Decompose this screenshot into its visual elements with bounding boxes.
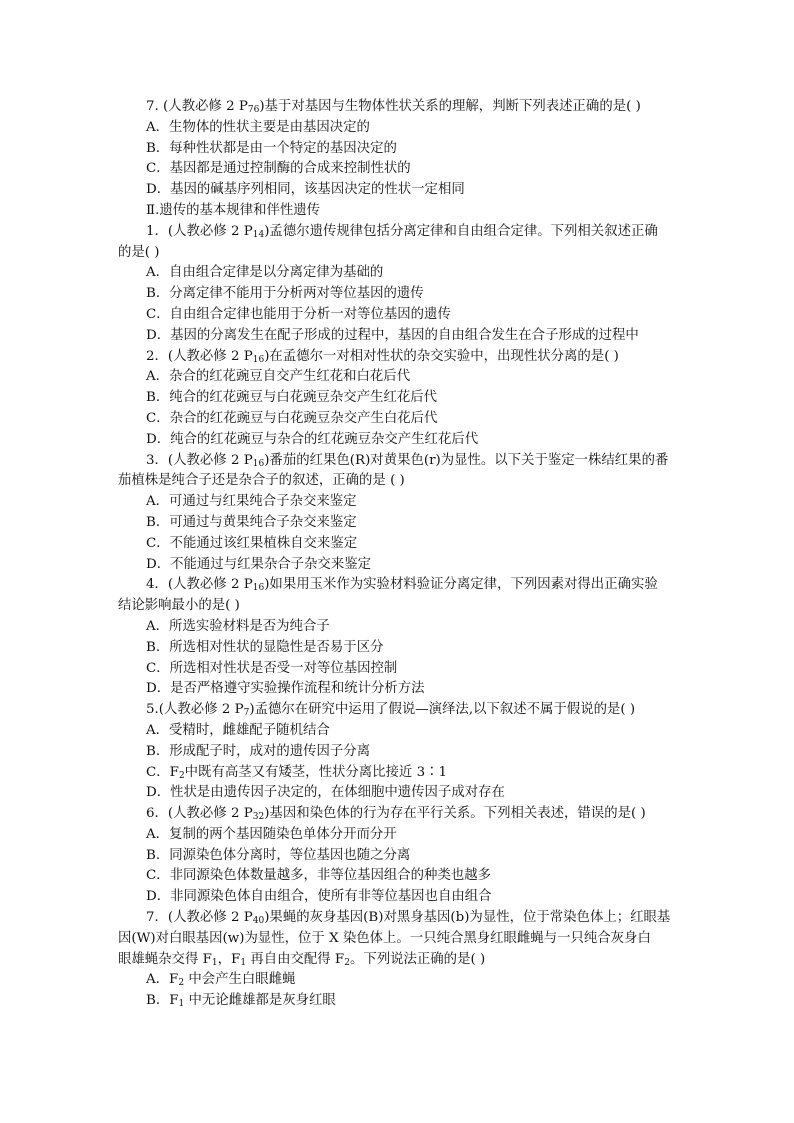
text-segment: B．F [146,993,179,1009]
text-segment: 5.(人教必修 2 P [146,702,244,718]
question-line [118,908,678,929]
option-line [118,180,678,201]
text-segment: 3．(人教必修 2 P [146,452,253,468]
text-segment: )基因和染色体的行为存在平行关系。下列相关表述，错误的是( ) [264,806,646,822]
text-segment: D．非同源染色体自由组合，使所有非等位基因也自由组合 [146,889,492,905]
section-heading [118,201,678,222]
text-segment: 。下列说法正确的是( ) [349,951,486,967]
subscript: 1 [178,999,185,1010]
text-segment: 7. (人教必修 2 P [146,99,248,114]
option-line [118,742,678,763]
text-segment: B．纯合的红花豌豆与白花豌豆杂交产生红花后代 [146,390,438,406]
text-segment: A．受精时，雌雄配子随机结合 [146,722,330,738]
question-text-block [118,97,678,1012]
question-line [118,804,678,825]
text-segment: 结论影响最小的是( ) [118,598,240,614]
text-segment: 2．(人教必修 2 P [146,348,253,364]
option-line [118,659,678,680]
question-line [118,97,678,118]
option-line [118,991,678,1012]
subscript: 14 [252,229,265,240]
text-segment: C．不能通过该红果植株自交来鉴定 [146,535,358,551]
option-line [118,638,678,659]
subscript: 16 [252,583,265,594]
subscript: 1 [240,957,247,968]
subscript: 16 [252,458,265,469]
text-segment: 中既有高茎又有矮茎，性状分离比接近 3∶1 [184,764,447,780]
option-line [118,887,678,908]
text-segment: 中无论雌雄都是灰身红眼 [184,993,336,1009]
text-segment: B．形成配子时，成对的遗传因子分离 [146,743,371,759]
text-segment: C．非同源染色体数量越多，非等位基因组合的种类也越多 [146,868,492,884]
question-continuation-line [118,471,678,492]
option-line [118,388,678,409]
subscript: 40 [252,916,265,927]
option-line [118,326,678,347]
option-line [118,139,678,160]
text-segment: )基于对基因与生物体性状关系的理解，判断下列表述正确的是( ) [259,99,641,114]
text-segment: A．复制的两个基因随染色单体分开而分开 [146,826,397,842]
option-line [118,721,678,742]
text-segment: 的是( ) [118,244,160,260]
question-continuation-line [118,596,678,617]
option-line [118,284,678,305]
option-line [118,263,678,284]
text-segment: D．基因的分离发生在配子形成的过程中，基因的自由组合发生在合子形成的过程中 [146,327,639,343]
text-segment: B．所选相对性状的显隐性是否易于区分 [146,639,384,655]
text-segment: )在孟德尔一对相对性状的杂交实验中，出现性状分离的是( ) [264,348,619,364]
question-line [118,451,678,472]
text-segment: 1．(人教必修 2 P [146,223,253,239]
subscript: 16 [252,354,265,365]
text-segment: C．所选相对性状是否受一对等位基因控制 [146,660,398,676]
text-segment: Ⅱ.遗传的基本规律和伴性遗传 [146,202,321,218]
text-segment: B．同源染色体分离时，等位基因也随之分离 [146,847,411,863]
text-segment: 眼雄蝇杂交得 F [118,951,212,967]
text-segment: 4．(人教必修 2 P [146,577,253,593]
text-segment: A．所选实验材料是否为纯合子 [146,618,330,634]
text-segment: )如果用玉米作为实验材料验证分离定律，下列因素对得出正确实验 [264,577,658,593]
text-segment: D．性状是由遗传因子决定的，在体细胞中遗传因子成对存在 [146,785,505,801]
option-line [118,866,678,887]
text-segment: 6．(人教必修 2 P [146,806,253,822]
option-line [118,430,678,451]
text-segment: 再自由交配得 F [246,951,345,967]
option-line [118,970,678,991]
option-line [118,492,678,513]
text-segment: )孟德尔遗传规律包括分离定律和自由组合定律。下列相关叙述正确 [264,223,658,239]
text-segment: 茄植株是纯合子还是杂合子的叙述，正确的是 ( ) [118,473,405,489]
text-segment: )果蝇的灰身基因(B)对黑身基因(b)为显性，位于常染色体上；红眼基 [264,910,671,926]
text-segment: 因(W)对白眼基因(w)为显性，位于 X 染色体上。一只纯合黑身红眼雌蝇与一只纯合灰身白 [118,930,651,946]
text-segment: B．分离定律不能用于分析两对等位基因的遗传 [146,286,424,302]
text-segment: C．基因都是通过控制酶的合成来控制性状的 [146,161,411,177]
text-segment: B．可通过与黄果纯合子杂交来鉴定 [146,514,357,530]
text-segment: A．F [146,972,179,988]
question-line [118,347,678,368]
question-continuation-line [118,950,678,971]
text-segment: A．可通过与红果纯合子杂交来鉴定 [146,494,357,510]
text-segment: A．杂合的红花豌豆自交产生红花和白花后代 [146,369,411,385]
text-segment: D．纯合的红花豌豆与杂合的红花豌豆杂交产生红花后代 [146,431,479,447]
option-line [118,763,678,784]
option-line [118,534,678,555]
subscript: 76 [247,105,260,115]
option-line [118,305,678,326]
text-segment: D．基因的碱基序列相同，该基因决定的性状一定相同 [146,182,465,198]
text-segment: B．每种性状都是由一个特定的基因决定的 [146,140,397,156]
question-line [118,222,678,243]
text-segment: C．杂合的红花豌豆与白花豌豆杂交产生白花后代 [146,410,438,426]
subscript: 32 [252,812,265,823]
option-line [118,617,678,638]
question-line [118,700,678,721]
text-segment: ，F [217,951,241,967]
subscript: 1 [211,957,218,968]
text-segment: )番茄的红果色(R)对黄果色(r)为显性。以下关于鉴定一株结红果的番 [264,452,669,468]
option-line [118,118,678,139]
option-line [118,159,678,180]
text-segment: A．生物体的性状主要是由基因决定的 [146,119,370,135]
text-segment: 7．(人教必修 2 P [146,910,253,926]
question-continuation-line [118,929,678,950]
text-segment: D．是否严格遵守实验操作流程和统计分析方法 [146,681,425,697]
subscript: 2 [178,978,185,989]
subscript: 2 [344,957,350,968]
text-segment: C．自由组合定律也能用于分析一对等位基因的遗传 [146,306,451,322]
text-segment: C．F [146,764,179,780]
option-line [118,409,678,430]
subscript: 7 [243,708,250,719]
subscript: 2 [178,770,185,781]
option-line [118,825,678,846]
text-segment: A．自由组合定律是以分离定律为基础的 [146,265,384,281]
option-line [118,367,678,388]
option-line [118,513,678,534]
text-segment: )孟德尔在研究中运用了假说—演绎法,以下叙述不属于假说的是( ) [249,702,636,718]
option-line [118,846,678,867]
text-segment: 中会产生白眼雌蝇 [184,972,296,988]
option-line [118,783,678,804]
question-line [118,575,678,596]
option-line [118,679,678,700]
option-line [118,555,678,576]
question-continuation-line [118,243,678,264]
text-segment: D．不能通过与红果杂合子杂交来鉴定 [146,556,371,572]
